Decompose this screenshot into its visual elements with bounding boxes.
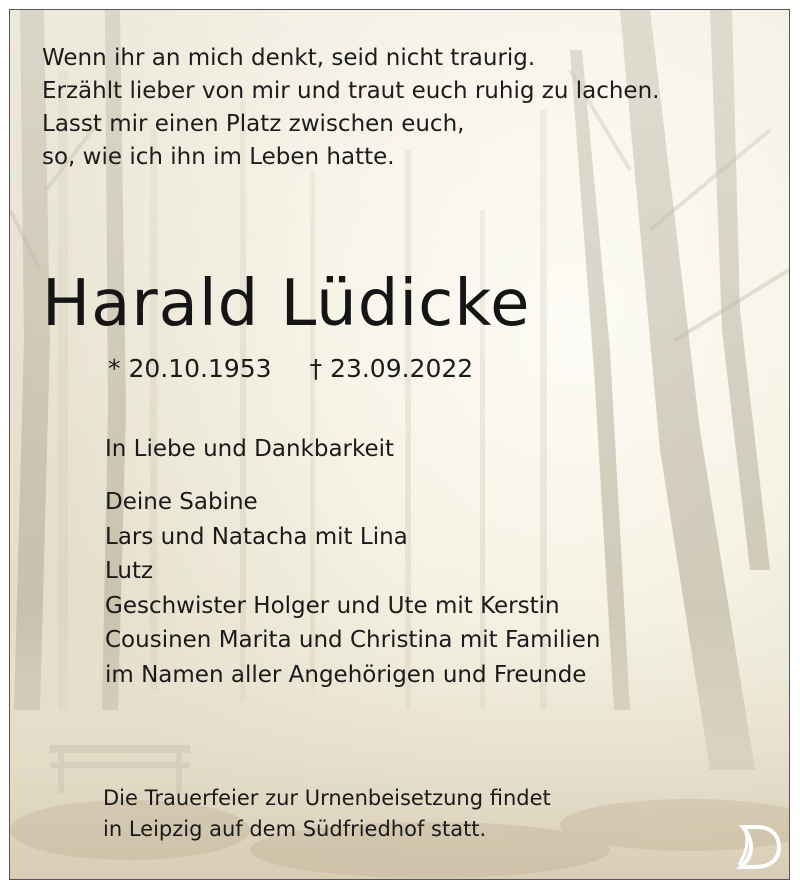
mourner-entry: Deine Sabine <box>105 489 258 515</box>
dedication-line: In Liebe und Dankbarkeit <box>105 436 395 462</box>
verse-line: Erzählt lieber von mir und traut euch ruhig zu lachen. <box>42 78 660 104</box>
verse-line: so, wie ich ihn im Leben hatte. <box>42 144 395 170</box>
deceased-name: Harald Lüdicke <box>42 267 531 341</box>
funeral-notice <box>103 783 551 845</box>
mourner-entry: Geschwister Holger und Ute mit Kerstin <box>105 592 560 619</box>
life-dates <box>108 352 473 386</box>
birth-date: * 20.10.1953 <box>108 354 272 383</box>
notice-line: in Leipzig auf dem Südfriedhof statt. <box>103 817 487 841</box>
mourner-entry: Lars und Natacha mit Lina <box>105 523 408 550</box>
verse-line: Wenn ihr an mich denkt, seid nicht traurig. <box>42 45 536 71</box>
publisher-d-logo-icon <box>733 821 783 871</box>
mourner-entry: Cousinen Marita und Christina mit Familien <box>105 627 601 653</box>
verse-line: Lasst mir einen Platz zwischen euch, <box>42 111 465 137</box>
notice-line: Die Trauerfeier zur Urnenbeisetzung findet <box>103 786 551 810</box>
death-date: † 23.09.2022 <box>309 354 474 383</box>
mourner-entry: Lutz <box>105 558 154 584</box>
mourners-list <box>105 485 600 692</box>
poem-verse <box>42 42 659 174</box>
mourner-entry: im Namen aller Angehörigen und Freunde <box>105 661 587 688</box>
obituary-card <box>9 9 790 880</box>
